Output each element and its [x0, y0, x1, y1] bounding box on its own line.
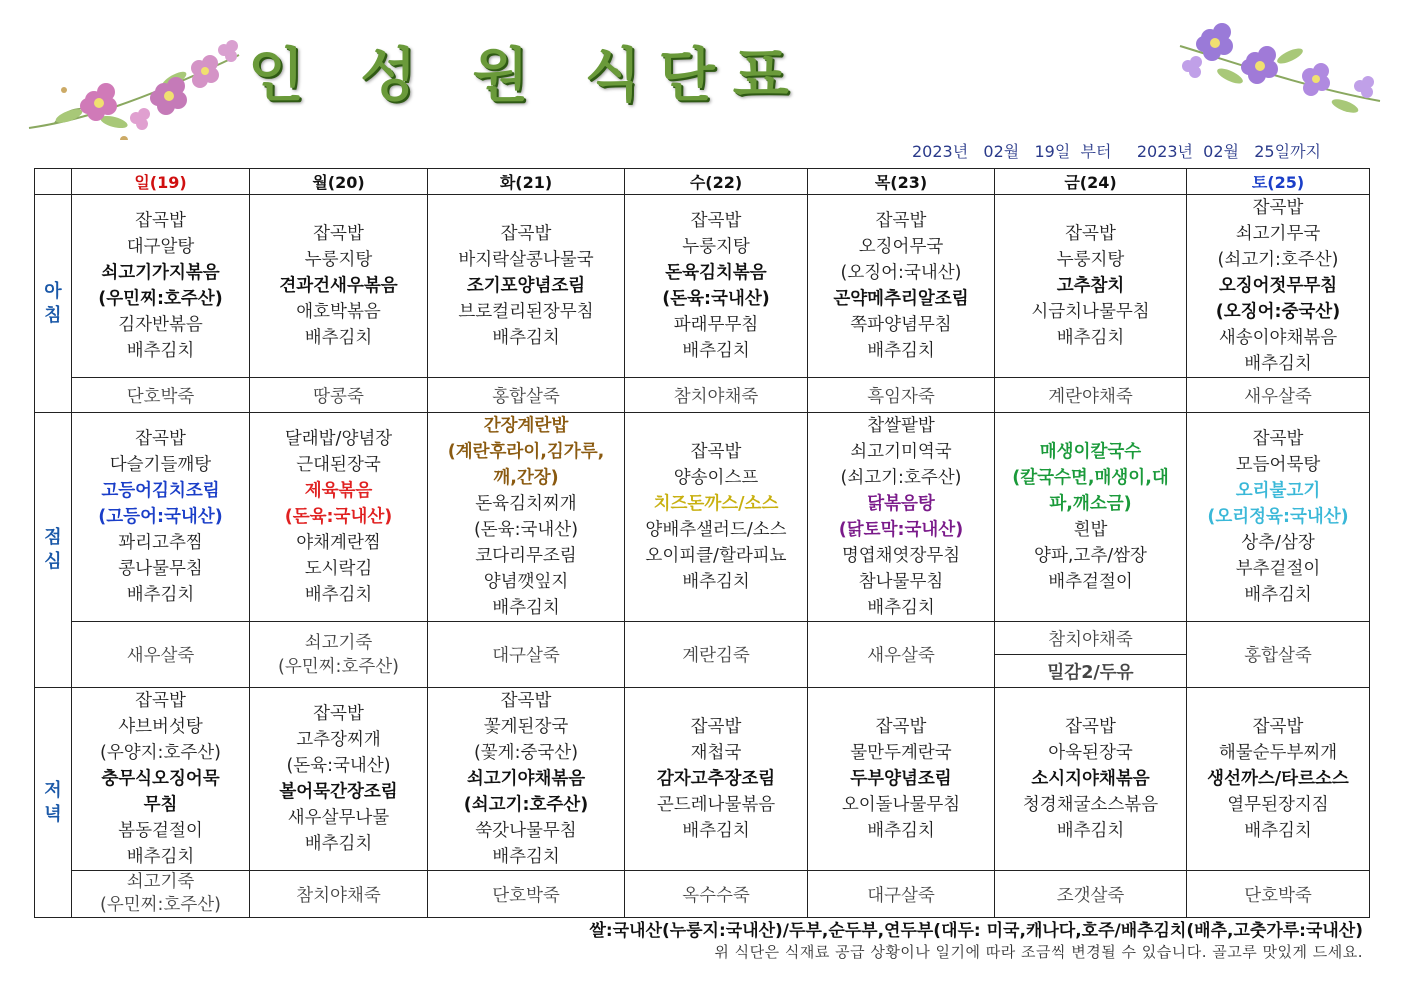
- flower-decoration-left-icon: [24, 30, 244, 140]
- menu-item: 배추김치: [304, 834, 373, 854]
- menu-item: 두부양념조림: [850, 769, 952, 789]
- menu-item: 코다리무조림: [475, 546, 577, 566]
- menu-item: 브로컬리된장무침: [458, 302, 594, 322]
- day-header-mon: 월(20): [250, 169, 428, 195]
- page-title: 인 성 원 식단표: [248, 41, 807, 109]
- menu-item: 제육볶음: [304, 481, 373, 501]
- menu-item: 배추김치: [682, 341, 750, 361]
- text-line: 침: [44, 304, 62, 326]
- menu-item: 물만두계란국: [850, 743, 952, 763]
- menu-item: 양배추샐러드/소스: [645, 520, 787, 540]
- menu-item: 고등어김치조림: [101, 481, 220, 501]
- dinner-porridge: [1187, 871, 1370, 918]
- menu-item: 무침: [143, 795, 178, 815]
- menu-item: 쇠고기무국: [1235, 224, 1321, 244]
- menu-item: 매생이칼국수: [1039, 442, 1142, 462]
- meal-label-dinner: [35, 688, 72, 918]
- menu-item: 배추김치: [867, 821, 935, 841]
- text-line: 참치야채죽: [296, 885, 381, 906]
- menu-item: (쇠고기:호주산): [840, 468, 962, 488]
- menu-item: 양념깻잎지: [483, 572, 569, 592]
- menu-item: 양파,고추/쌈장: [1034, 546, 1147, 566]
- menu-item: 잡곡밥: [500, 224, 552, 244]
- menu-item: 모듬어묵탕: [1235, 455, 1321, 475]
- menu-item: 야채계란찜: [296, 533, 381, 553]
- menu-item: (오리정육:국내산): [1207, 507, 1349, 527]
- dinner-cell: [995, 688, 1187, 871]
- text-line: 대구살죽: [492, 646, 560, 666]
- dinner-porridge: [625, 871, 808, 918]
- text-line: 저: [44, 779, 62, 801]
- menu-item: 견과건새우볶음: [279, 276, 398, 296]
- menu-item: 참나물무침: [858, 572, 944, 592]
- menu-item: 누룽지탕: [1056, 250, 1125, 270]
- meal-label-lunch: [35, 413, 72, 688]
- menu-item: 배추김치: [126, 847, 195, 867]
- lunch-cell: [1187, 413, 1370, 622]
- menu-item: (쇠고기:호주산): [1217, 250, 1339, 270]
- dinner-cell: [625, 688, 808, 871]
- menu-item: (돈육:국내산): [662, 289, 770, 309]
- friday-snack: 밀감2/두유: [995, 655, 1187, 688]
- dinner-cell: [72, 688, 250, 871]
- menu-item: 생선까스/타르소스: [1207, 769, 1349, 789]
- menu-item: 열무된장지짐: [1227, 795, 1329, 815]
- menu-item: 배추김치: [126, 585, 195, 605]
- dinner-porridge: [808, 871, 995, 918]
- text-line: 조갯살죽: [1056, 885, 1125, 906]
- dinner-porridge: [72, 871, 250, 918]
- menu-item: 해물순두부찌개: [1218, 743, 1338, 763]
- day-header-thu: 목(23): [808, 169, 995, 195]
- menu-item: 바지락살콩나물국: [458, 250, 594, 270]
- menu-item: (오징어:중국산): [1215, 302, 1341, 322]
- day-header-fri: 금(24): [995, 169, 1187, 195]
- menu-item: 쇠고기야채볶음: [466, 769, 586, 789]
- menu-item: 잡곡밥: [1065, 717, 1116, 737]
- menu-item: 재첩국: [690, 743, 742, 763]
- menu-item: 배추김치: [1244, 821, 1312, 841]
- menu-item: 꽃게된장국: [483, 717, 569, 737]
- menu-item: 찹쌀팥밥: [867, 416, 935, 436]
- menu-item: (우양지:호주산): [100, 743, 221, 763]
- menu-item: 간장계란밥: [483, 416, 569, 436]
- lunch-porridge: [808, 622, 995, 688]
- menu-item: 잡곡밥: [690, 717, 742, 737]
- menu-item: 새송이야채볶음: [1218, 328, 1338, 348]
- menu-item: 아욱된장국: [1048, 743, 1133, 763]
- menu-item: 배추김치: [492, 847, 560, 867]
- menu-item: 오징어젓무무침: [1218, 276, 1338, 296]
- menu-item: 애호박볶음: [296, 302, 381, 322]
- menu-item: 누룽지탕: [682, 237, 750, 257]
- menu-item: 잡곡밥: [1252, 198, 1304, 218]
- text-line: (우민찌:호주산): [278, 656, 399, 677]
- menu-item: 부추겉절이: [1235, 559, 1321, 579]
- menu-item: 꽈리고추찜: [118, 533, 203, 553]
- menu-item: 배추김치: [682, 821, 750, 841]
- lunch-cell: [250, 413, 428, 622]
- text-line: 심: [44, 551, 62, 572]
- menu-item: 잡곡밥: [875, 717, 927, 737]
- menu-item: 돈육김치찌개: [475, 494, 577, 514]
- menu-item: 잡곡밥: [875, 211, 927, 231]
- meal-label-breakfast: [35, 195, 72, 413]
- menu-item: 배추김치: [1056, 821, 1125, 841]
- menu-item: 곤약메추리알조림: [833, 289, 969, 309]
- menu-item: 파래무무침: [673, 315, 759, 335]
- menu-item: 잡곡밥: [690, 211, 742, 231]
- menu-item: 배추김치: [304, 328, 373, 348]
- menu-item: 오이피클/할라피뇨: [645, 546, 787, 566]
- text-line: 점: [44, 527, 62, 548]
- menu-item: 봄동겉절이: [118, 821, 203, 841]
- date-range: 2023년 02월 19일 부터 2023년 02월 25일까지: [912, 142, 1321, 161]
- breakfast-porridge: 계란야채죽: [995, 378, 1187, 413]
- menu-item: 감자고추장조림: [656, 769, 776, 789]
- menu-item: 치즈돈까스/소스: [653, 494, 779, 514]
- text-line: 아: [44, 280, 62, 302]
- menu-item: 잡곡밥: [135, 691, 186, 711]
- breakfast-cell: [1187, 195, 1370, 378]
- menu-item: (돈육:국내산): [284, 507, 393, 527]
- breakfast-cell: [808, 195, 995, 378]
- day-header-sat: 토(25): [1187, 169, 1370, 195]
- menu-item: 배추김치: [1244, 585, 1312, 605]
- menu-item: 배추김치: [1244, 354, 1312, 374]
- lunch-cell: [625, 413, 808, 622]
- text-line: 대구살죽: [867, 885, 935, 906]
- lunch-cell: [72, 413, 250, 622]
- menu-item: 샤브버섯탕: [118, 717, 203, 737]
- menu-item: 다슬기들깨탕: [109, 455, 212, 475]
- lunch-porridge: [72, 622, 250, 688]
- breakfast-porridge: 땅콩죽: [250, 378, 428, 413]
- menu-item: (돈육:국내산): [473, 520, 579, 540]
- menu-item: (돈육:국내산): [286, 756, 391, 776]
- breakfast-cell: [428, 195, 625, 378]
- menu-item: 배추김치: [126, 341, 195, 361]
- breakfast-cell: [72, 195, 250, 378]
- text-line: 쇠고기죽: [304, 632, 373, 653]
- menu-item: 배추김치: [1056, 328, 1125, 348]
- breakfast-porridge: 참치야채죽: [625, 378, 808, 413]
- lunch-porridge: [250, 622, 428, 688]
- flower-decoration-right-icon: [1170, 16, 1385, 126]
- breakfast-cell: [250, 195, 428, 378]
- day-header-sun: 일(19): [72, 169, 250, 195]
- breakfast-cell: [625, 195, 808, 378]
- text-line: 단호박죽: [1244, 885, 1312, 906]
- menu-item: 콩나물무침: [118, 559, 203, 579]
- menu-item: 배추김치: [492, 328, 560, 348]
- menu-item: 잡곡밥: [135, 211, 186, 231]
- dinner-cell: [808, 688, 995, 871]
- menu-item: 청경채굴소스볶음: [1022, 795, 1159, 815]
- menu-item: 잡곡밥: [135, 429, 186, 449]
- origin-notice: 쌀:국내산(누룽지:국내산)/두부,순두부,연두부(대두: 미국,캐나다,호주/배추김치(배추,고춧가루:국내산): [589, 921, 1363, 941]
- menu-item: 잡곡밥: [690, 442, 742, 462]
- text-line: 새우살죽: [126, 646, 195, 666]
- menu-item: 새우살무나물: [287, 808, 390, 828]
- menu-item: 배추겉절이: [1048, 572, 1133, 592]
- text-line: 옥수수죽: [682, 885, 750, 906]
- menu-item: 근대된장국: [296, 455, 381, 475]
- breakfast-porridge: 새우살죽: [1187, 378, 1370, 413]
- breakfast-porridge: 홍합살죽: [428, 378, 625, 413]
- menu-item: 조기포양념조림: [466, 276, 586, 296]
- menu-item: 배추김치: [682, 572, 750, 592]
- menu-item: (닭토막:국내산): [838, 520, 964, 540]
- text-line: 단호박죽: [492, 885, 560, 906]
- menu-item: 상추/삼장: [1241, 533, 1315, 553]
- day-header-wed: 수(22): [625, 169, 808, 195]
- menu-item: 파,깨소금): [1049, 494, 1132, 514]
- menu-item: 잡곡밥: [313, 704, 364, 724]
- menu-item: 대구알탕: [126, 237, 195, 257]
- lunch-porridge: [428, 622, 625, 688]
- menu-item: 곤드레나물볶음: [656, 795, 776, 815]
- breakfast-porridge: 흑임자죽: [808, 378, 995, 413]
- menu-item: 오이돌나물무침: [841, 795, 961, 815]
- menu-item: 오징어무국: [858, 237, 944, 257]
- lunch-porridge: [625, 622, 808, 688]
- menu-item: (계란후라이,김가루,: [447, 442, 605, 462]
- menu-item: 쇠고기미역국: [850, 442, 952, 462]
- menu-item: 양송이스프: [673, 468, 759, 488]
- menu-item: 고추참치: [1056, 276, 1125, 296]
- menu-item: 시금치나물무침: [1031, 302, 1150, 322]
- menu-item: 잡곡밥: [313, 224, 364, 244]
- menu-item: 배추김치: [304, 585, 373, 605]
- lunch-porridge: 참치야채죽: [995, 622, 1187, 655]
- menu-item: 배추김치: [492, 598, 560, 618]
- lunch-porridge: [1187, 622, 1370, 688]
- text-line: (우민찌:호주산): [100, 895, 221, 915]
- text-line: 녁: [44, 803, 62, 825]
- menu-item: (오징어:국내산): [840, 263, 962, 283]
- menu-item: (칼국수면,매생이,대: [1012, 468, 1169, 488]
- lunch-cell: [808, 413, 995, 622]
- menu-item: 누룽지탕: [304, 250, 373, 270]
- lunch-cell: [995, 413, 1187, 622]
- menu-item: (꽃게:중국산): [473, 743, 579, 763]
- menu-item: 소시지야채볶음: [1031, 769, 1150, 789]
- menu-table: [34, 168, 1370, 918]
- change-notice: 위 식단은 식재료 공급 상황이나 일기에 따라 조금씩 변경될 수 있습니다. 골고루 맛있게 드세요.: [714, 943, 1363, 961]
- dinner-cell: [250, 688, 428, 871]
- menu-item: 쑥갓나물무침: [475, 821, 577, 841]
- text-line: 계란김죽: [682, 646, 750, 666]
- dinner-porridge: [250, 871, 428, 918]
- menu-item: (고등어:국내산): [98, 507, 223, 527]
- day-header-tue: 화(21): [428, 169, 625, 195]
- lunch-cell: [428, 413, 625, 622]
- dinner-porridge: [428, 871, 625, 918]
- dinner-cell: [428, 688, 625, 871]
- menu-item: 달래밥/양념장: [284, 429, 393, 449]
- menu-item: 쇠고기가지볶음: [101, 263, 220, 283]
- menu-item: (우민찌:호주산): [98, 289, 223, 309]
- dinner-cell: [1187, 688, 1370, 871]
- menu-item: 돈육김치볶음: [665, 263, 767, 283]
- menu-item: 배추김치: [867, 598, 935, 618]
- menu-item: 오리불고기: [1235, 481, 1321, 501]
- menu-item: 잡곡밥: [1252, 717, 1304, 737]
- breakfast-cell: [995, 195, 1187, 378]
- menu-item: (쇠고기:호주산): [463, 795, 589, 815]
- menu-item: 충무식오징어묵: [101, 769, 220, 789]
- menu-item: 고추장찌개: [296, 730, 381, 750]
- menu-item: 쪽파양념무침: [850, 315, 952, 335]
- menu-item: 도시락김: [304, 559, 373, 579]
- text-line: 홍합살죽: [1244, 646, 1312, 666]
- menu-item: 깨,간장): [493, 468, 559, 488]
- corner-cell: [35, 169, 72, 195]
- menu-item: 흰밥: [1073, 520, 1108, 540]
- menu-item: 명엽채엿장무침: [841, 546, 961, 566]
- text-line: 쇠고기죽: [126, 872, 195, 892]
- menu-item: 잡곡밥: [1252, 429, 1304, 449]
- menu-item: 볼어묵간장조림: [279, 782, 398, 802]
- menu-item: 잡곡밥: [500, 691, 552, 711]
- menu-item: 김자반볶음: [118, 315, 203, 335]
- menu-item: 닭볶음탕: [867, 494, 935, 514]
- menu-item: 배추김치: [867, 341, 935, 361]
- dinner-porridge: [995, 871, 1187, 918]
- text-line: 새우살죽: [867, 646, 935, 666]
- menu-item: 잡곡밥: [1065, 224, 1116, 244]
- breakfast-porridge: 단호박죽: [72, 378, 250, 413]
